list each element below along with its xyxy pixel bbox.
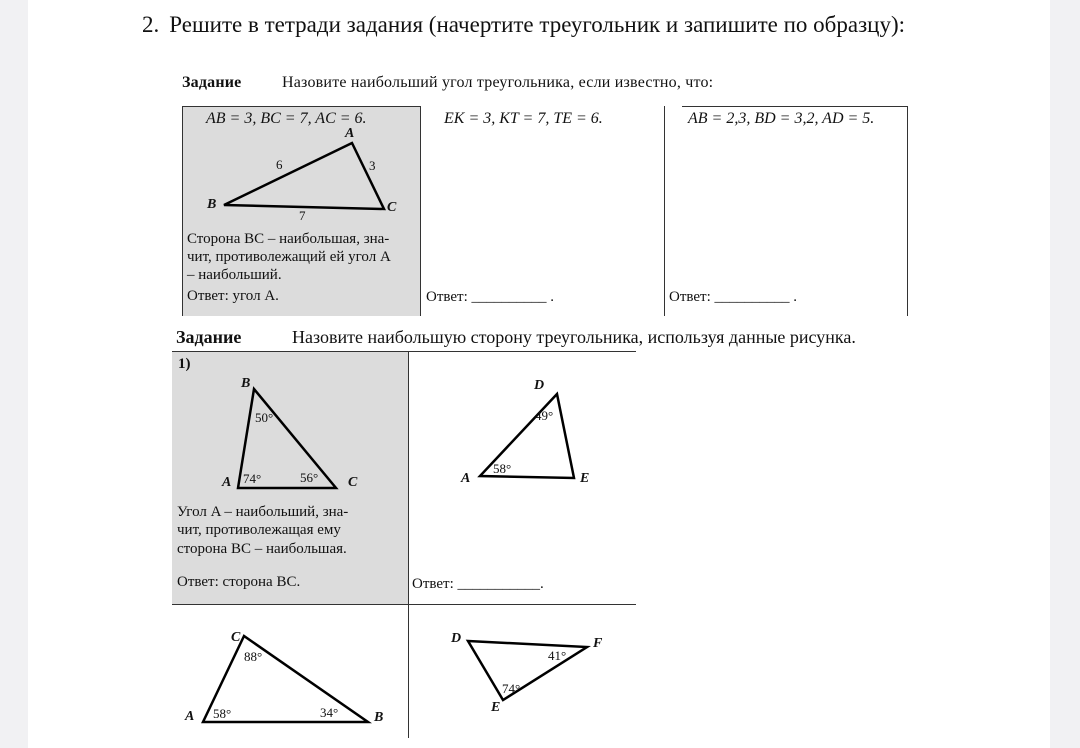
task1-cell2-answer-blank[interactable]: __________ . [471,289,555,305]
task1-instruction: Назовите наибольший угол треугольника, если известно, что: [282,74,714,91]
task2-cell1-index: 1) [178,356,191,372]
task1-label: Задание [182,74,242,91]
task1-explanation-line2: чит, противолежащий ей угол A [187,249,391,265]
task2-cell4-angle-f: 41° [548,648,567,663]
task2-explanation-line2: чит, противолежащая ему [177,522,341,538]
task1-explanation-line3: – наибольший. [187,267,282,283]
task1-vertex-b: B [207,197,217,212]
task2-cell2-angle-d: 49° [535,408,554,423]
task2-cell1-vertex-b: B [241,376,251,391]
task2-cell1-vertex-a: A [222,475,232,490]
task2-cell2-vertex-a: A [461,471,471,486]
task2-cell3-vertex-b: B [374,710,384,725]
task1-side-bc-label: 7 [299,208,306,223]
task1-cell3-answer-label: Ответ: [669,289,711,305]
header-text: Решите в тетради задания (начертите треугольник и запишите по образцу): [169,12,906,37]
task2-instruction: Назовите наибольшую сторону треугольника, используя данные рисунка. [292,327,856,347]
task2-cell4-vertex-f: F [593,636,603,651]
task2-cell3-angle-c: 88° [244,649,263,664]
task1-vertex-c: C [387,200,397,215]
task2-cell1-angle-c: 56° [300,470,319,485]
task1-side-ac-label: 3 [369,158,376,173]
task1-cell2-answer-label: Ответ: [426,289,468,305]
task2-cell2-answer-blank[interactable]: ___________. [457,576,544,592]
task1-cell3-answer-blank[interactable]: __________ . [714,289,798,305]
task2-explanation-line3: сторона BC – наибольшая. [177,541,347,557]
task2-cell1-angle-a: 74° [243,471,262,486]
task2-cell1-angle-b: 50° [255,410,274,425]
task2-cell4-vertex-d: D [451,631,462,646]
task1-explanation-line1: Сторона BC – наибольшая, зна- [187,231,390,247]
task2-cell1-answer: Ответ: сторона BC. [177,574,301,590]
task1-cell1-condition: AB = 3, BC = 7, AC = 6. [206,110,367,127]
task2-cell3-vertex-a: A [185,709,195,724]
task2-cell4-vertex-e: E [491,700,501,715]
task2-label: Задание [176,327,242,347]
task1-answer: Ответ: угол A. [187,288,279,304]
task2-cell1-vertex-c: C [348,475,358,490]
task2-cell3-angle-b: 34° [320,705,339,720]
header-number: 2. [142,12,160,37]
task2-cell2-angle-a: 58° [493,461,512,476]
task2-cell3-angle-a: 58° [213,706,232,721]
task2-cell2-vertex-d: D [534,378,545,393]
task2-explanation-line1: Угол A – наибольший, зна- [177,504,349,520]
task1-vertex-a: A [345,126,355,141]
task1-cell2-condition: EK = 3, KT = 7, TE = 6. [444,110,603,127]
task1-cell3-condition: AB = 2,3, BD = 3,2, AD = 5. [688,110,875,127]
task2-cell2-answer-label: Ответ: [412,576,454,592]
task2-cell3-vertex-c: C [231,630,241,645]
task2-cell2-vertex-e: E [580,471,590,486]
task1-side-ab-label: 6 [276,157,283,172]
task2-cell4-angle-e: 74° [502,681,521,696]
